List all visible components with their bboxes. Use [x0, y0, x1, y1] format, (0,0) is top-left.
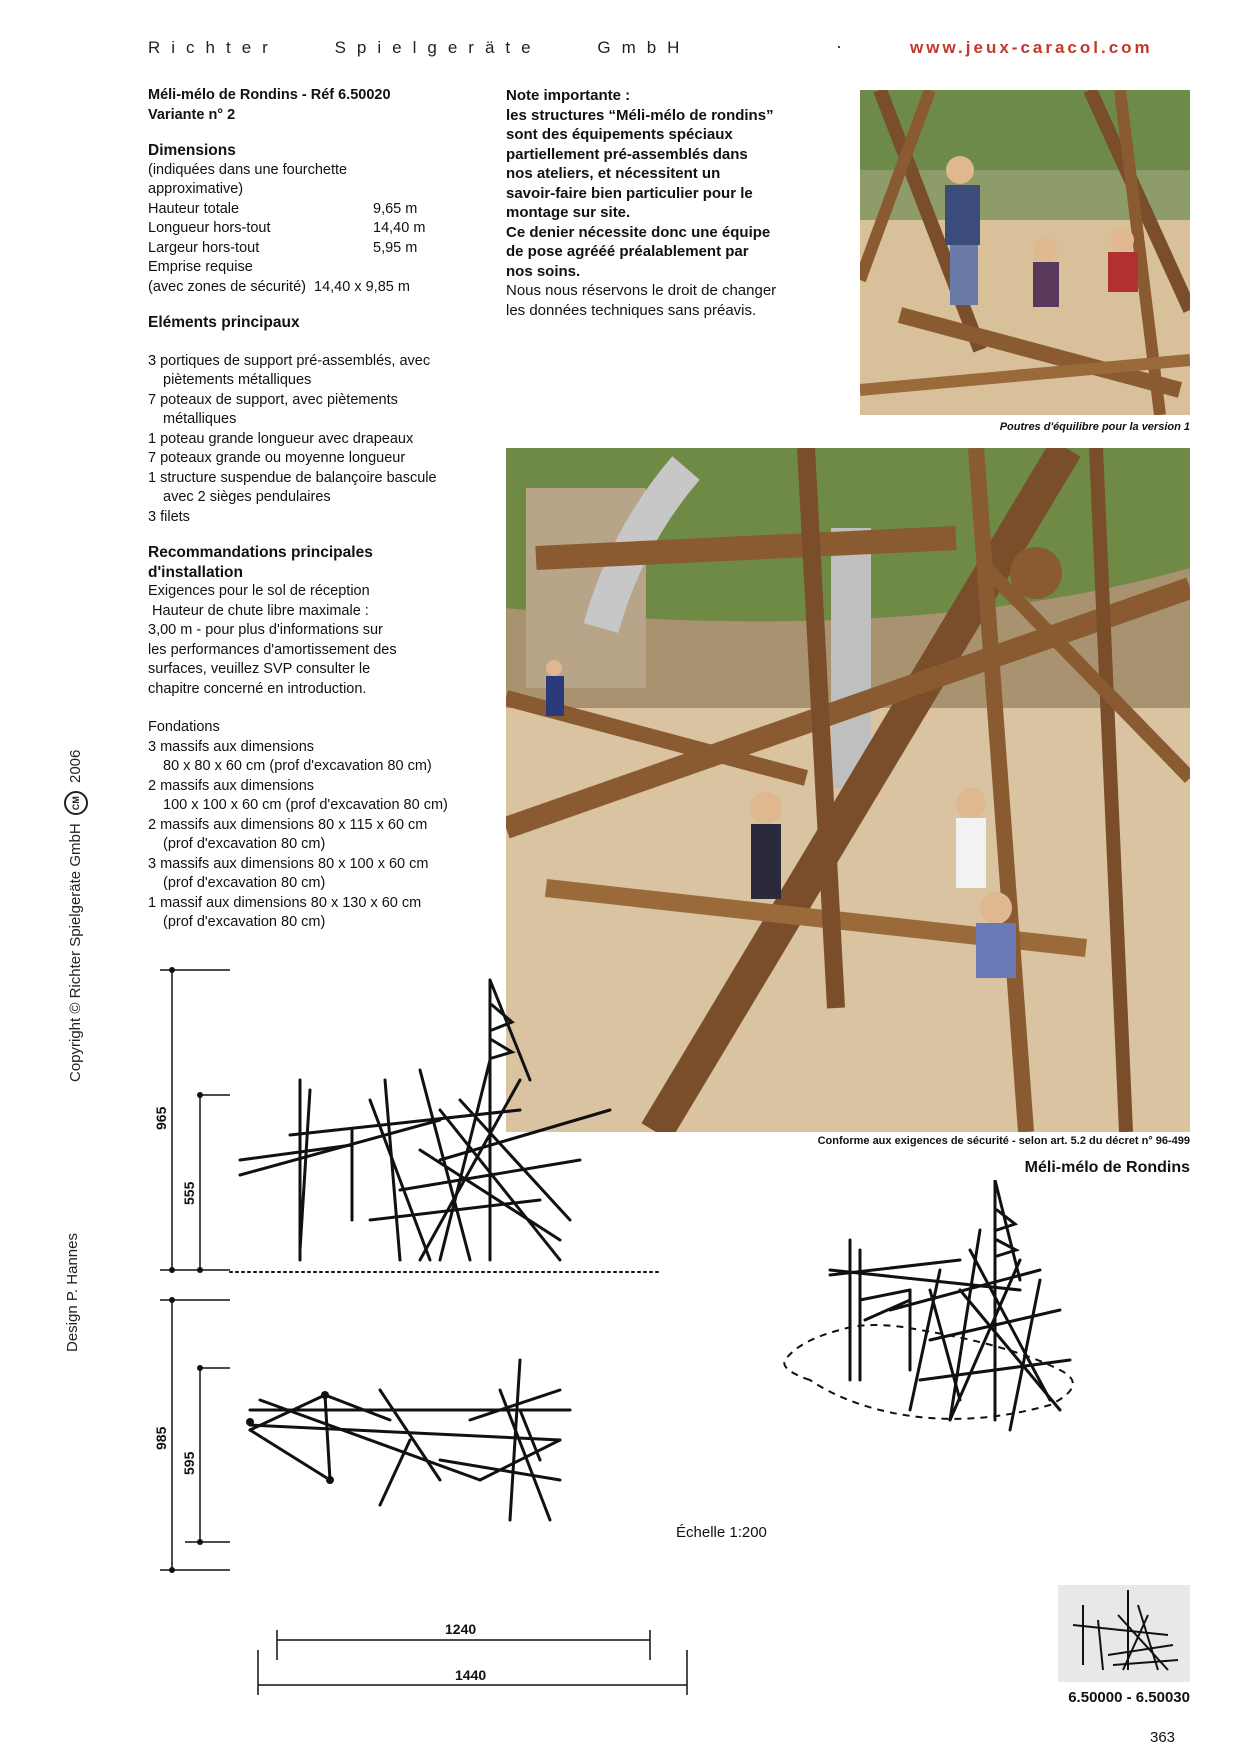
element-item: 1 structure suspendue de balançoire bascule — [148, 469, 437, 486]
foundation-item-cont: 80 x 80 x 60 cm (prof d'excavation 80 cm) — [163, 758, 432, 774]
dim-depth-total: 985 — [153, 1426, 169, 1450]
photo-balance-beams — [860, 90, 1190, 415]
note-line: savoir-faire bien particulier pour le — [506, 184, 753, 202]
dimensions-note: (indiquées dans une fourchette — [148, 161, 348, 178]
header-company — [148, 38, 730, 58]
designer-credit: Design P. Hannes — [64, 1233, 81, 1352]
product-references: 6.50000 - 6.50030 — [1068, 1689, 1190, 1706]
foundation-item-cont: (prof d'excavation 80 cm) — [163, 836, 326, 852]
foundations-heading: Fondations — [148, 719, 220, 735]
product-title: Méli-mélo de Rondins - Réf 6.50020 — [148, 87, 391, 103]
dimension-label: Hauteur totale — [148, 200, 240, 217]
install-line: Exigences pour le sol de réception — [148, 583, 370, 599]
copyright-owner: Copyright © Richter Spielgeräte GmbH — [66, 823, 84, 1082]
note-line: partiellement pré-assemblés dans — [506, 145, 748, 163]
company-word: GmbH — [597, 38, 691, 57]
install-heading: Recommandations principales — [148, 544, 373, 561]
dim-height-inner: 555 — [181, 1181, 197, 1205]
foundation-item: 2 massifs aux dimensions 80 x 115 x 60 cm — [148, 816, 428, 833]
install-line: les performances d'amortissement des — [148, 641, 397, 658]
element-item: 7 poteaux de support, avec piètements — [148, 391, 398, 408]
copyright-text — [64, 750, 88, 1082]
product-name-label: Méli-mélo de Rondins — [1024, 1159, 1190, 1176]
note-line: de pose agrééé préalablement par — [506, 243, 749, 260]
cm-logo-icon: CM — [64, 791, 88, 815]
note-line: nos soins. — [506, 262, 581, 280]
element-item-cont: métalliques — [163, 411, 237, 427]
dimension-row — [148, 239, 478, 259]
note-line: Nous nous réservons le droit de changer — [506, 282, 777, 299]
dim-width-total: 1440 — [455, 1667, 487, 1683]
note-line: Ce denier nécessite donc une équipe — [506, 223, 771, 241]
element-item: 3 portiques de support pré-assemblés, avec — [148, 352, 431, 369]
dimension-row — [148, 219, 478, 239]
foundation-item: 1 massif aux dimensions 80 x 130 x 60 cm — [148, 894, 422, 911]
note-line: nos ateliers, et nécessitent un — [506, 165, 721, 182]
emprise-value: (avec zones de sécurité) 14,40 x 9,85 m — [148, 278, 410, 295]
install-heading-cont: d'installation — [148, 563, 243, 581]
dimension-row — [148, 200, 478, 220]
note-line: sont des équipements spéciaux — [506, 126, 733, 143]
product-variant: Variante n° 2 — [148, 106, 236, 123]
element-item-cont: avec 2 sièges pendulaires — [163, 489, 331, 505]
company-word: Richter — [148, 38, 279, 57]
install-line: Hauteur de chute libre maximale : — [148, 602, 369, 619]
isometric-drawing — [760, 1180, 1190, 1440]
element-item: 1 poteau grande longueur avec drapeaux — [148, 430, 414, 447]
dimension-label: Largeur hors-tout — [148, 239, 260, 256]
foundation-item: 3 massifs aux dimensions 80 x 100 x 60 cm — [148, 855, 429, 872]
header-url-link[interactable]: www.jeux-caracol.com — [910, 38, 1153, 57]
page-number: 363 — [1150, 1729, 1176, 1746]
foundation-item-cont: (prof d'excavation 80 cm) — [163, 914, 326, 930]
element-item: 7 poteaux grande ou moyenne longueur — [148, 450, 406, 466]
drawing-scale: Échelle 1:200 — [676, 1524, 767, 1541]
install-line: surfaces, veuillez SVP consulter le — [148, 661, 371, 677]
copyright-year: 2006 — [66, 749, 84, 783]
note-line: les structures “Méli-mélo de rondins” — [506, 106, 774, 124]
spec-column — [148, 86, 478, 933]
dim-depth-inner: 595 — [181, 1451, 197, 1475]
plan-drawing — [250, 1360, 570, 1520]
dimension-value: 9,65 m — [373, 200, 418, 217]
note-line: les données techniques sans préavis. — [506, 301, 757, 319]
photo-caption: Poutres d'équilibre pour la version 1 — [999, 421, 1190, 433]
technical-drawing — [140, 960, 700, 1710]
note-line: montage sur site. — [506, 204, 631, 221]
note-line: Note importante : — [506, 87, 631, 104]
photo-caption: Conforme aux exigences de sécurité - selon art. 5.2 du décret n° 96-499 — [817, 1135, 1190, 1147]
foundation-item-cont: (prof d'excavation 80 cm) — [163, 875, 326, 891]
important-note — [506, 86, 836, 320]
product-thumbnail — [1058, 1585, 1190, 1682]
foundation-item: 2 massifs aux dimensions — [148, 777, 315, 794]
install-line: 3,00 m - pour plus d'informations sur — [148, 622, 383, 638]
elevation-drawing — [230, 980, 660, 1272]
dimension-value: 14,40 m — [373, 220, 426, 236]
dimension-value: 5,95 m — [373, 239, 418, 256]
dimensions-note: approximative) — [148, 181, 244, 197]
emprise-label: Emprise requise — [148, 259, 253, 275]
dimension-label: Longueur hors-tout — [148, 220, 271, 236]
header-separator: · — [836, 36, 842, 56]
element-item: 3 filets — [148, 508, 190, 525]
foundation-item: 3 massifs aux dimensions — [148, 738, 315, 755]
dim-height-total: 965 — [153, 1106, 169, 1130]
element-item-cont: piètements métalliques — [163, 372, 312, 388]
dimensions-heading: Dimensions — [148, 142, 236, 159]
company-word: Spielgeräte — [334, 38, 542, 57]
dim-width-inner: 1240 — [445, 1621, 477, 1637]
install-line: chapitre concerné en introduction. — [148, 680, 367, 697]
foundation-item-cont: 100 x 100 x 60 cm (prof d'excavation 80 cm) — [163, 797, 448, 813]
elements-heading: Eléments principaux — [148, 314, 300, 331]
